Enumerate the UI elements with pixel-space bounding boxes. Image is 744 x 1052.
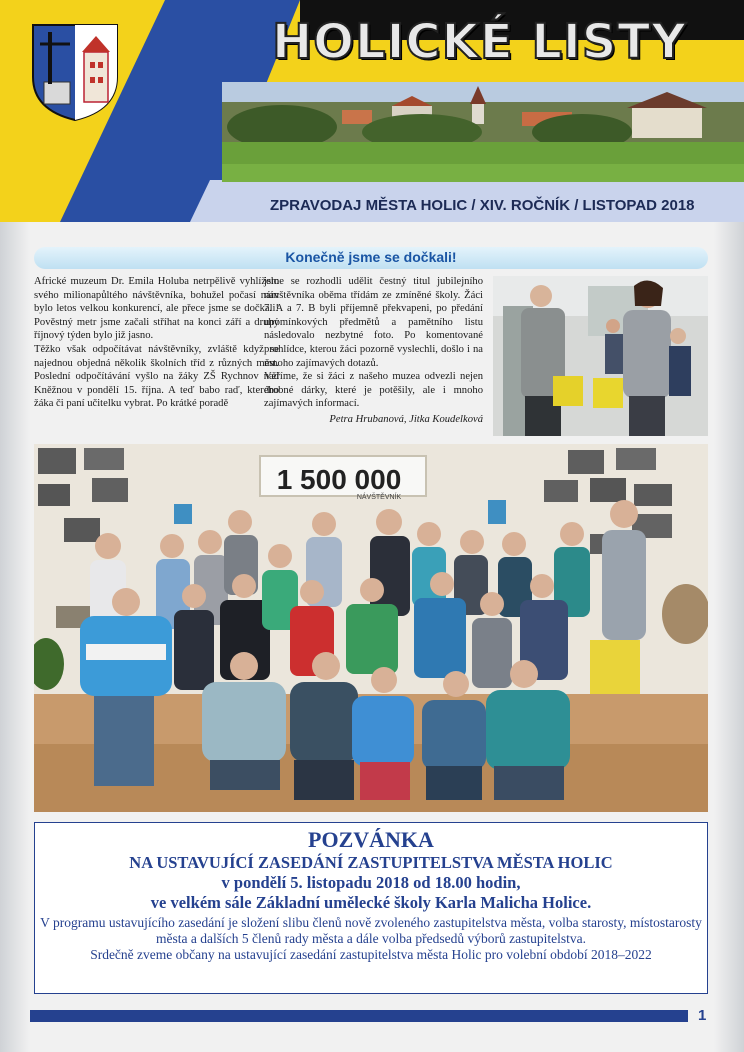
- invitation-box: [34, 822, 708, 994]
- award-handover-photo: [493, 276, 708, 436]
- masthead: [0, 0, 744, 222]
- coat-of-arms-icon: [30, 22, 120, 122]
- invitation-closing-text: Srdečně zveme občany na ustavující zasedání zastupitelstva města Holic pro volební období 2018–2022: [90, 947, 652, 962]
- visitor-sign-caption: NÁVŠTĚVNÍK: [356, 494, 402, 501]
- article-column-1: [34, 275, 279, 411]
- article-paragraph: Věříme, že si žáci z našeho muzea odvezli nejen drobné dárky, které je potěšily, ale i mnoho zajímavých informací.: [264, 371, 483, 410]
- article-headline: Konečně jsme se dočkali!: [285, 249, 457, 265]
- invitation-line-2: v pondělí 5. listopadu 2018 od 18.00 hodin,: [221, 873, 521, 892]
- invitation-title: POZVÁNKA: [308, 827, 434, 852]
- article-author: Petra Hrubanová, Jitka Koudelková: [329, 413, 483, 425]
- page-number: 1: [698, 1007, 707, 1024]
- article-paragraph: Těžko však odpočítávat návštěvníky, zvláště když se najednou objedná několik školních tříd z různých měst. Poslední odpočítávání vyšlo na žáky ZŠ Rychnov nad Kněžnou v pondělí 15. října. A teď babo raď, kterého žáka či paní učitelku vybrat. Po krátké poradě: [34, 343, 279, 410]
- article-column-2: [264, 275, 483, 427]
- footer-bar: [30, 1010, 688, 1022]
- group-photo-image: [34, 444, 708, 812]
- invitation-line-1: NA USTAVUJÍCÍ ZASEDÁNÍ ZASTUPITELSTVA MĚSTA HOLIC: [129, 853, 613, 872]
- invitation-line-3: ve velkém sále Základní umělecké školy Karla Malicha Holice.: [150, 893, 592, 912]
- invitation-program-text: V programu ustavujícího zasedání je složení slibu členů nově zvoleného zastupitelstva města, volba starosty, místostarosty města a dalších 5 členů rady města a dále volba předsedů výborů zastupitelstva.: [40, 915, 702, 946]
- article-paragraph: jsme se rozhodli udělit čestný titul jubilejního návštěvníka oběma třídám ze zmíněné školy. Žáci 7. A a 7. B byli příjemně překvapeni, po předání upomínkových předmětů a pamětního listu následovalo nezbytné foto. Po komentované prohlídce, kterou žáci pozorně vyslechli, došlo i na mnoho zajímavých dotazů.: [264, 276, 483, 369]
- group-photo: [34, 444, 708, 812]
- article-paragraph: Africké muzeum Dr. Emila Holuba netrpělivě vyhlíželo svého milionapůltého návštěvníka, bohužel počasí nám bylo letos velkou konkurencí, ale přece jsme se dočkali! Pověstný metr jsme začali stříhat na konci září a druhý říjnový týden bylo již jasno.: [34, 276, 279, 342]
- article-headline-box: [34, 247, 708, 269]
- visitor-count-sign: 1 500 000: [276, 464, 402, 495]
- issue-subtitle: ZPRAVODAJ MĚSTA HOLIC / XIV. ROČNÍK / LISTOPAD 2018: [270, 197, 695, 214]
- newspaper-title: HOLICKÉ LISTY: [272, 14, 687, 70]
- town-panorama-photo: [222, 82, 744, 182]
